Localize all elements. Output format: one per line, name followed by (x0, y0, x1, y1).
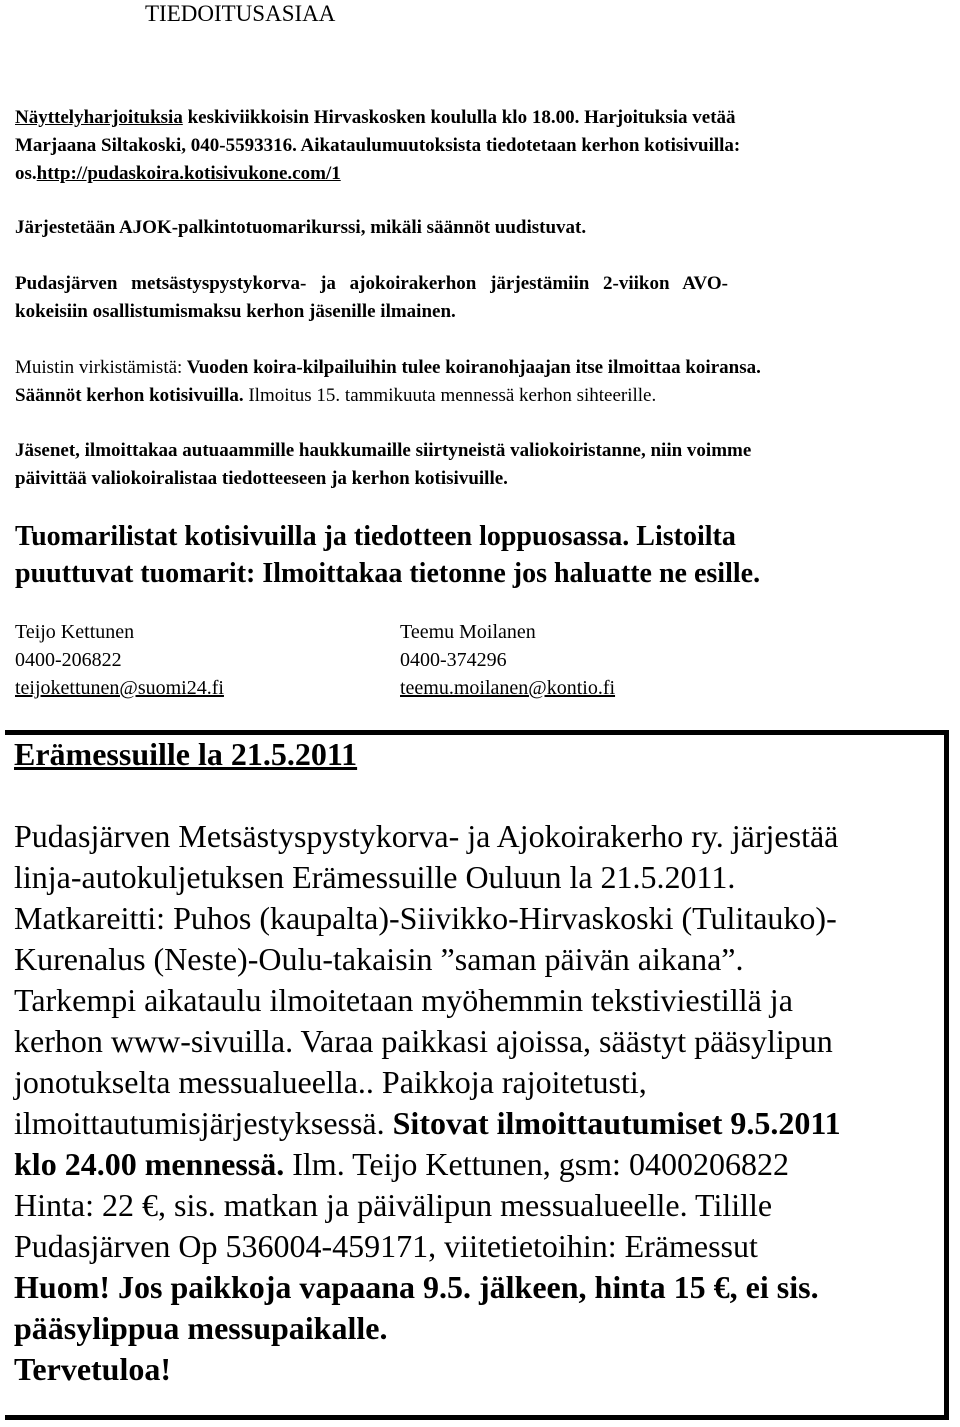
binding-registration-text: Sitovat ilmoittautumiset 9.5.2011 (392, 1105, 841, 1141)
fair-line-12: Huom! Jos paikkoja vapaana 9.5. jälkeen, hinta 15 €, ei sis. (14, 1269, 819, 1305)
reminder-line1 (15, 354, 761, 382)
practice-link-text: Näyttelyharjoituksia (15, 107, 183, 128)
course-notice: Järjestetään AJOK-palkintotuomarikurssi, mikäli säännöt uudistuvat. (15, 217, 587, 238)
fair-line-8 (14, 1103, 841, 1144)
reminder-line2 (15, 382, 656, 410)
fair-line-3: Matkareitti: Puhos (kaupalta)-Siivikko-Hirvaskoski (Tulitauko)- (14, 900, 837, 936)
judges-line1: Tuomarilistat kotisivuilla ja tiedotteen loppuosassa. Listoilta (15, 521, 736, 552)
contact-1-name: Teijo Kettunen (15, 621, 135, 643)
fair-line-11: Pudasjärven Op 536004-459171, viitetietoihin: Erämessut (14, 1228, 758, 1264)
practice-text: keskiviikkoisin Hirvaskosken koululla klo 18.00. Harjoituksia vetää (182, 107, 736, 128)
avo-notice-line2: kokeisiin osallistumismaksu kerhon jäsenille ilmainen. (15, 301, 456, 322)
fair-contact-text: Ilm. Teijo Kettunen, gsm: 0400206822 (284, 1146, 789, 1182)
fair-line-9 (14, 1144, 789, 1185)
url-prefix: os. (15, 163, 37, 184)
fair-line-13: pääsylippua messupaikalle. (14, 1310, 388, 1346)
contact-1-email-link[interactable]: teijokettunen@suomi24.fi (15, 677, 224, 699)
members-line1: Jäsenet, ilmoittakaa autuaammille haukkumaille siirtyneistä valiokoiristanne, niin voimme (15, 440, 752, 461)
members-line2: päivittää valiokoiralistaa tiedotteeseen ja kerhon kotisivuille. (15, 468, 508, 489)
judges-line2: puuttuvat tuomarit: Ilmoittakaa tietonne jos haluatte ne esille. (15, 558, 761, 589)
club-website-link[interactable]: http://pudaskoira.kotisivukone.com/1 (36, 163, 341, 184)
fair-line-4: Kurenalus (Neste)-Oulu-takaisin ”saman päivän aikana”. (14, 941, 744, 977)
rules-text: Säännöt kerhon kotisivuilla. (15, 385, 244, 406)
practice-notice-line1 (15, 104, 736, 132)
reminder-text: Vuoden koira-kilpailuihin tulee koiranohjaajan itse ilmoittaa koiransa. (182, 357, 761, 378)
page-title: TIEDOITUSASIAA (145, 1, 336, 26)
fair-line-7: jonotukselta messualueella.. Paikkoja rajoitetusti, (14, 1064, 647, 1100)
fair-line-1: Pudasjärven Metsästyspystykorva- ja Ajokoirakerho ry. järjestää (14, 818, 839, 854)
deadline-text: Ilmoitus 15. tammikuuta mennessä kerhon sihteerille. (243, 385, 657, 406)
contact-2-name: Teemu Moilanen (400, 621, 536, 643)
fair-line-10: Hinta: 22 €, sis. matkan ja päivälipun messualueelle. Tilille (14, 1187, 773, 1223)
welcome-text: Tervetuloa! (14, 1351, 172, 1387)
contact-2-email-link[interactable]: teemu.moilanen@kontio.fi (400, 677, 616, 699)
fair-title: Erämessuille la 21.5.2011 (14, 736, 358, 772)
fair-line-2: linja-autokuljetuksen Erämessuille Ouluun la 21.5.2011. (14, 859, 736, 895)
practice-notice-line3 (15, 160, 341, 188)
fair-line-8-text: ilmoittautumisjärjestyksessä. (14, 1105, 393, 1141)
avo-notice-line1: Pudasjärven metsästyspystykorva- ja ajokoirakerhon järjestämiin 2-viikon AVO- (15, 273, 728, 294)
registration-deadline-text: klo 24.00 mennessä. (14, 1146, 285, 1182)
contact-2-phone: 0400-374296 (400, 649, 507, 671)
fair-line-6: kerhon www-sivuilla. Varaa paikkasi ajoissa, säästyt pääsylipun (14, 1023, 833, 1059)
reminder-label: Muistin virkistämistä: (15, 357, 183, 378)
contact-1-phone: 0400-206822 (15, 649, 122, 671)
fair-line-5: Tarkempi aikataulu ilmoitetaan myöhemmin tekstiviestillä ja (14, 982, 793, 1018)
practice-notice-line2: Marjaana Siltakoski, 040-5593316. Aikataulumuutoksista tiedotetaan kerhon kotisivuilla: (15, 135, 741, 156)
